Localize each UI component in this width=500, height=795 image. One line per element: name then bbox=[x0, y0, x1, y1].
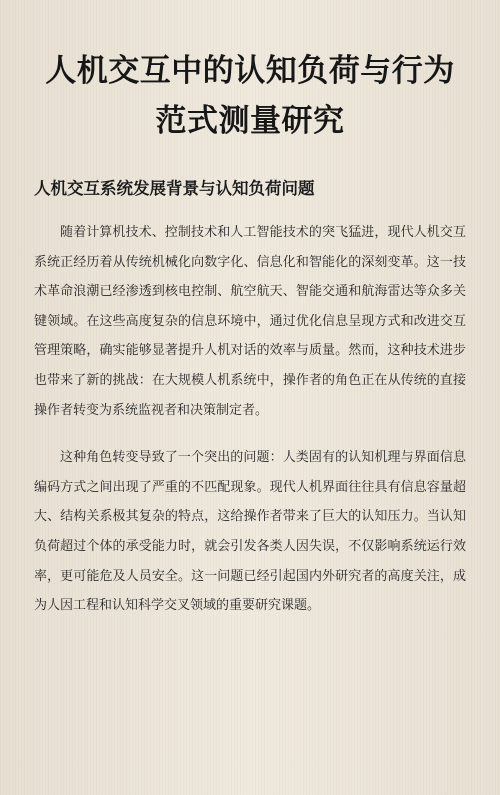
title-line-1: 人机交互中的认知负荷与行为 bbox=[45, 53, 455, 89]
title-line-2: 范式测量研究 bbox=[155, 103, 345, 139]
section-heading: 人机交互系统发展背景与认知负荷问题 bbox=[34, 179, 315, 198]
document-title bbox=[34, 0, 466, 146]
body-paragraph-2: 这种角色转变导致了一个突出的问题：人类固有的认知机理与界面信息编码方式之间出现了严重的不匹配现象。现代人机界面往往具有信息容量超大、结构关系极其复杂的特点，这给操作者带来了巨大的认知压力。当认知负荷超过个体的承受能力时，就会引发各类人因失误，不仅影响系统运行效率，更可能危及人员安全。这一问题已经引起国内外研究者的高度关注，成为人因工程和认知科学交叉领域的重要研究课题。 bbox=[34, 450, 466, 614]
body-paragraph-1: 随着计算机技术、控制技术和人工智能技术的突飞猛进，现代人机交互系统正经历着从传统机械化向数字化、信息化和智能化的深刻变革。这一技术革命浪潮已经渗透到核电控制、航空航天、智能交通和航海雷达等众多关键领域。在这些高度复杂的信息环境中，通过优化信息呈现方式和改进交互管理策略，确实能够显著提升人机对话的效率与质量。然而，这种技术进步也带来了新的挑战：在大规模人机系统中，操作者的角色正在从传统的直接操作者转变为系统监视者和决策制定者。 bbox=[34, 225, 466, 418]
